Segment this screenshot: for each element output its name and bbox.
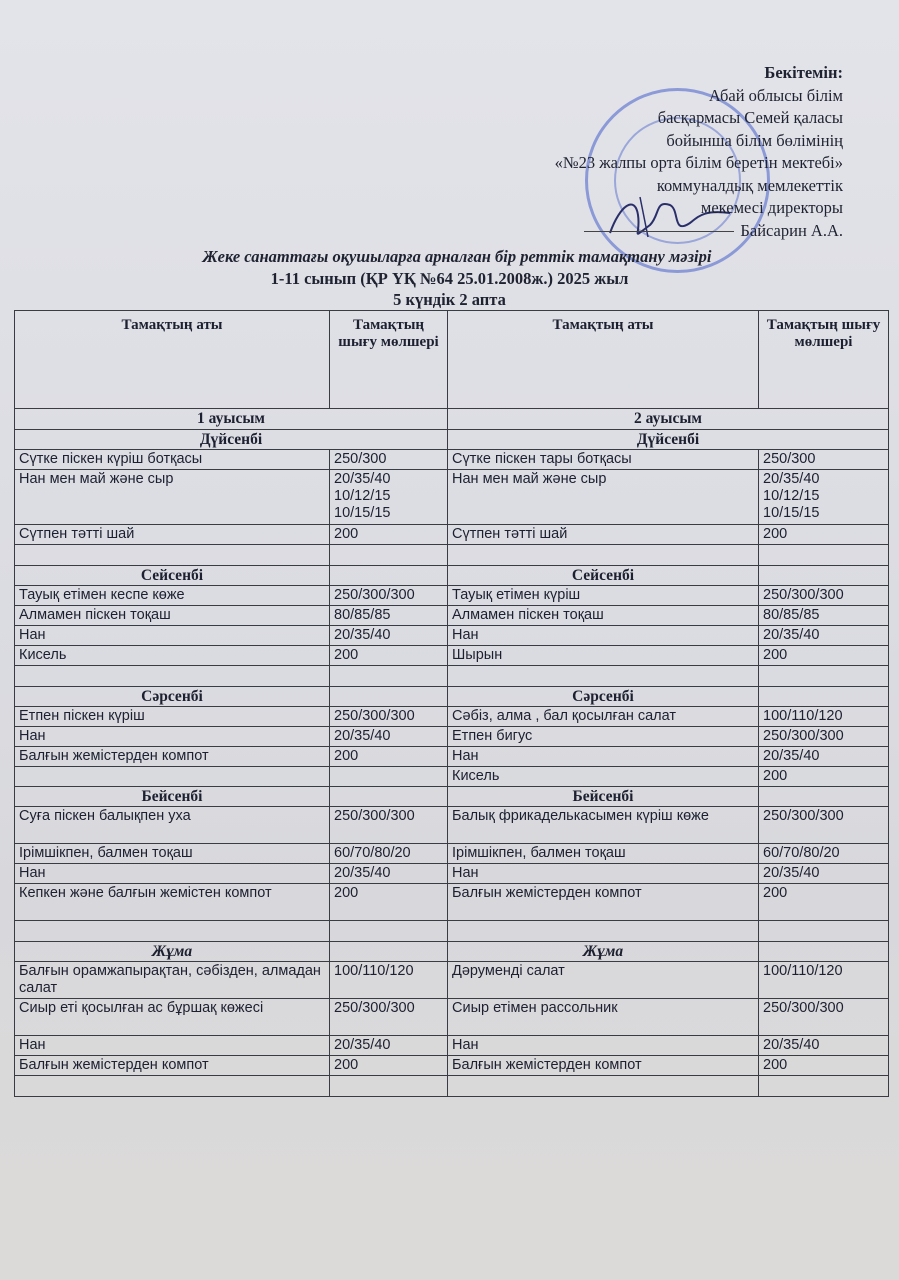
portion-cell: 200 — [759, 646, 889, 666]
dish-cell: Сиыр еті қосылған ас бұршақ көжесі — [15, 999, 330, 1036]
dish-cell: Сиыр етімен рассольник — [448, 999, 759, 1036]
portion-cell: 100/110/120 — [330, 962, 448, 999]
dish-cell: Дәруменді салат — [448, 962, 759, 999]
table-row — [15, 586, 889, 606]
portion-cell: 100/110/120 — [759, 962, 889, 999]
approval-line: коммуналдық мемлекеттік — [656, 175, 843, 195]
dish-cell: Нан — [448, 1036, 759, 1056]
dish-cell: Балғын жемістерден компот — [448, 1056, 759, 1076]
approval-line: мекемесі директоры — [700, 198, 843, 217]
day-label: Сейсенбі — [15, 566, 330, 586]
portion-cell: 20/35/40 10/12/15 10/15/15 — [330, 470, 448, 525]
day-row-friday — [15, 942, 889, 962]
dish-cell: Балғын жемістерден компот — [15, 747, 330, 767]
portion-cell: 200 — [330, 747, 448, 767]
portion-cell: 20/35/40 — [330, 864, 448, 884]
portion-cell: 20/35/40 — [330, 1036, 448, 1056]
table-row — [15, 707, 889, 727]
dish-cell: Балғын орамжапырақтан, сәбізден, алмадан салат — [15, 962, 330, 999]
portion-cell: 200 — [330, 646, 448, 666]
spacer-row — [15, 666, 889, 687]
day-label: Дүйсенбі — [448, 430, 889, 450]
header-dish-name: Тамақтың аты — [15, 311, 330, 409]
table-row — [15, 999, 889, 1036]
shift-2: 2 ауысым — [448, 409, 889, 430]
approval-line: Абай облысы білім — [708, 85, 843, 105]
dish-cell: Шырын — [448, 646, 759, 666]
table-row — [15, 844, 889, 864]
table-row — [15, 450, 889, 470]
portion-cell: 200 — [330, 884, 448, 921]
dish-cell: Кисель — [15, 646, 330, 666]
dish-cell: Сүтпен тәтті шай — [15, 525, 330, 545]
approval-line: «№23 жалпы орта білім беретін мектебі» — [554, 153, 843, 172]
day-label: Жұма — [15, 942, 330, 962]
day-label: Сәрсенбі — [448, 687, 759, 707]
day-row-thursday — [15, 787, 889, 807]
approval-block — [403, 62, 843, 242]
dish-cell: Тауық етімен кеспе көже — [15, 586, 330, 606]
table-row — [15, 1056, 889, 1076]
day-label: Сейсенбі — [448, 566, 759, 586]
day-row-monday — [15, 430, 889, 450]
dish-cell: Нан — [15, 727, 330, 747]
dish-cell: Нан — [15, 626, 330, 646]
dish-cell: Кепкен және балғын жемістен компот — [15, 884, 330, 921]
menu-week: 5 күндік 2 апта — [393, 290, 506, 309]
portion-cell: 200 — [330, 1056, 448, 1076]
dish-cell — [15, 767, 330, 787]
portion-cell: 20/35/40 — [759, 747, 889, 767]
spacer-row — [15, 921, 889, 942]
portion-cell: 20/35/40 — [330, 727, 448, 747]
table-row — [15, 626, 889, 646]
dish-cell: Нан — [15, 1036, 330, 1056]
dish-cell: Нан — [448, 864, 759, 884]
day-label: Дүйсенбі — [15, 430, 448, 450]
header-portion: Тамақтың шығу мөлшері — [759, 311, 889, 409]
spacer-row — [15, 1076, 889, 1097]
day-label: Жұма — [448, 942, 759, 962]
spacer-row — [15, 545, 889, 566]
dish-cell: Балық фрикаделькасымен күріш көже — [448, 807, 759, 844]
portion-cell: 80/85/85 — [759, 606, 889, 626]
table-row — [15, 1036, 889, 1056]
dish-cell: Нан мен май және сыр — [15, 470, 330, 525]
menu-subtitle: 1-11 сынып (ҚР ҮҚ №64 25.01.2008ж.) 2025 жыл — [270, 268, 629, 288]
portion-cell: 250/300/300 — [759, 999, 889, 1036]
table-row — [15, 606, 889, 626]
portion-cell: 20/35/40 10/12/15 10/15/15 — [759, 470, 889, 525]
shift-row — [15, 409, 889, 430]
table-row — [15, 646, 889, 666]
dish-cell: Балғын жемістерден компот — [15, 1056, 330, 1076]
table-header-row — [15, 311, 889, 409]
dish-cell: Кисель — [448, 767, 759, 787]
header-portion: Тамақтың шығу мөлшері — [330, 311, 448, 409]
dish-cell: Ірімшікпен, балмен тоқаш — [15, 844, 330, 864]
director-name: Байсарин А.А. — [740, 220, 843, 240]
portion-cell: 200 — [330, 525, 448, 545]
approval-line: басқармасы Семей қаласы — [657, 108, 843, 127]
portion-cell: 60/70/80/20 — [759, 844, 889, 864]
table-row — [15, 962, 889, 999]
document-titles — [0, 246, 899, 311]
portion-cell — [330, 767, 448, 787]
dish-cell: Етпен піскен күріш — [15, 707, 330, 727]
table-row — [15, 470, 889, 525]
dish-cell: Нан мен май және сыр — [448, 470, 759, 525]
portion-cell: 20/35/40 — [759, 864, 889, 884]
portion-cell: 100/110/120 — [759, 707, 889, 727]
table-row — [15, 864, 889, 884]
day-label: Сәрсенбі — [15, 687, 330, 707]
portion-cell: 250/300/300 — [330, 707, 448, 727]
day-row-wednesday — [15, 687, 889, 707]
table-row — [15, 767, 889, 787]
dish-cell: Алмамен піскен тоқаш — [15, 606, 330, 626]
dish-cell: Ірімшікпен, балмен тоқаш — [448, 844, 759, 864]
dish-cell: Сүтке піскен тары ботқасы — [448, 450, 759, 470]
dish-cell: Сәбіз, алма , бал қосылған салат — [448, 707, 759, 727]
portion-cell: 250/300/300 — [330, 586, 448, 606]
portion-cell: 250/300/300 — [330, 999, 448, 1036]
dish-cell: Тауық етімен күріш — [448, 586, 759, 606]
portion-cell: 200 — [759, 884, 889, 921]
portion-cell: 200 — [759, 525, 889, 545]
table-row — [15, 727, 889, 747]
table-row — [15, 525, 889, 545]
dish-cell: Нан — [15, 864, 330, 884]
portion-cell: 250/300/300 — [759, 586, 889, 606]
dish-cell: Етпен бигус — [448, 727, 759, 747]
approval-signer — [403, 220, 843, 243]
portion-cell: 200 — [759, 1056, 889, 1076]
approval-heading: Бекітемін: — [764, 63, 843, 82]
portion-cell: 60/70/80/20 — [330, 844, 448, 864]
portion-cell: 200 — [759, 767, 889, 787]
table-row — [15, 747, 889, 767]
day-row-tuesday — [15, 566, 889, 586]
dish-cell: Суға піскен балықпен уха — [15, 807, 330, 844]
day-label: Бейсенбі — [448, 787, 759, 807]
day-label: Бейсенбі — [15, 787, 330, 807]
dish-cell: Сүтке піскен күріш ботқасы — [15, 450, 330, 470]
dish-cell: Нан — [448, 747, 759, 767]
shift-1: 1 ауысым — [15, 409, 448, 430]
table-row — [15, 807, 889, 844]
dish-cell: Балғын жемістерден компот — [448, 884, 759, 921]
portion-cell: 250/300 — [759, 450, 889, 470]
portion-cell: 250/300/300 — [759, 727, 889, 747]
approval-line: бойынша білім бөлімінің — [666, 130, 843, 150]
portion-cell: 250/300/300 — [330, 807, 448, 844]
portion-cell: 250/300/300 — [759, 807, 889, 844]
portion-cell: 250/300 — [330, 450, 448, 470]
portion-cell: 20/35/40 — [330, 626, 448, 646]
menu-title: Жеке санаттағы оқушыларға арналған бір реттік тамақтану мәзірі — [202, 247, 712, 266]
signature-line — [584, 231, 734, 232]
portion-cell: 20/35/40 — [759, 1036, 889, 1056]
table-row — [15, 884, 889, 921]
dish-cell: Нан — [448, 626, 759, 646]
dish-cell: Алмамен піскен тоқаш — [448, 606, 759, 626]
header-dish-name: Тамақтың аты — [448, 311, 759, 409]
menu-table — [14, 310, 889, 1097]
dish-cell: Сүтпен тәтті шай — [448, 525, 759, 545]
portion-cell: 80/85/85 — [330, 606, 448, 626]
portion-cell: 20/35/40 — [759, 626, 889, 646]
